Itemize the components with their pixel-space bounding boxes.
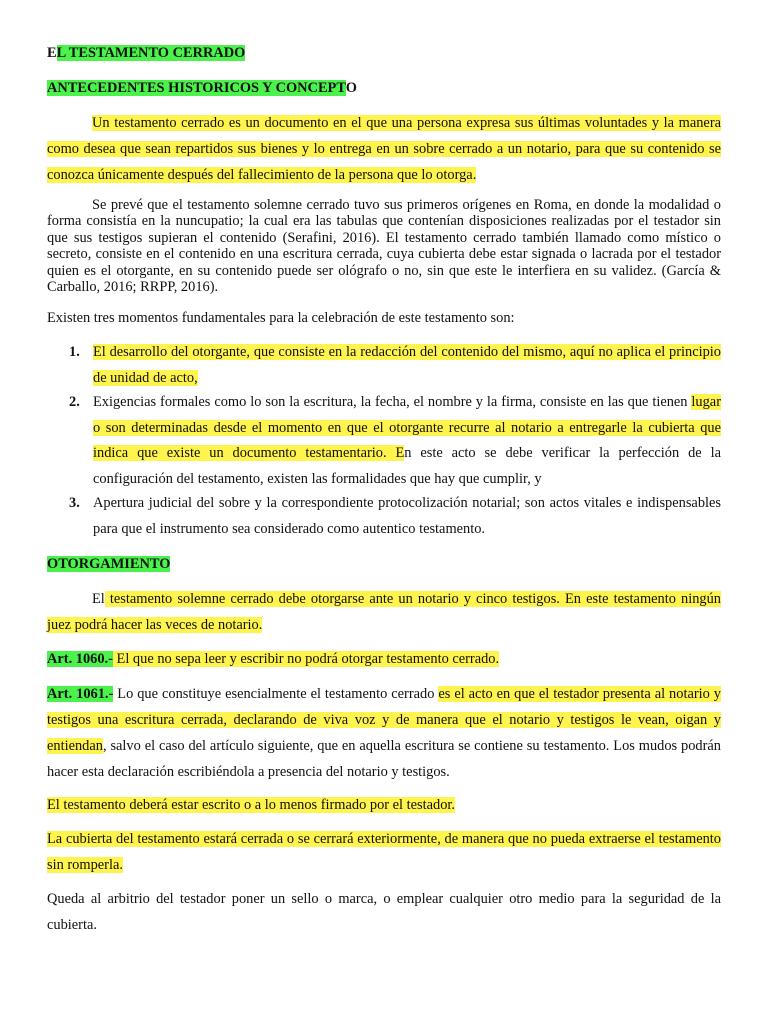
- cubierta-paragraph: La cubierta del testamento estará cerrada o se cerrará exteriormente, de manera que no pueda extraerse el testamento sin romperla.: [47, 831, 721, 873]
- article-1060-label: Art. 1060.-: [47, 651, 113, 667]
- list-item-2: 2. Exigencias formales como lo son la escritura, la fecha, el nombre y la firma, consiste en las que tienen lugar o son determinadas desde el momento en que el otorgante recurre al notario a entregarle la cubierta que indica que existe un documento testamentario. En este acto se debe verificar la perfección de la configuración del testamento, existen las formalidades que hay que cumplir, y: [69, 394, 721, 487]
- article-1060: Art. 1060.- El que no sepa leer y escribir no podrá otorgar testamento cerrado.: [47, 651, 500, 667]
- section-heading-antecedentes: ANTECEDENTES HISTORICOS Y CONCEPTO: [47, 80, 357, 96]
- article-1061-label: Art. 1061.-: [47, 686, 114, 702]
- document-title: EL TESTAMENTO CERRADO: [47, 45, 246, 61]
- list-item-1: 1. El desarrollo del otorgante, que consiste en la redacción del contenido del mismo, aquí no aplica el principio de unidad de acto,: [69, 344, 721, 386]
- article-1061: Art. 1061.- Lo que constituye esencialmente el testamento cerrado es el acto en que el testador presenta al notario y testigos una escritura cerrada, declarando de viva voz y de manera que el notario y testigos le vean, oigan y entiendan, salvo el caso del artículo siguiente, que en aquella escritura se contiene su testamento. Los mudos podrán hacer esta declaración escribiéndola a presencia del notario y testigos.: [47, 686, 721, 780]
- arbitrio-paragraph: Queda al arbitrio del testador poner un sello o marca, o emplear cualquier otro medio para la seguridad de la cubierta.: [47, 891, 721, 933]
- intro-paragraph: Un testamento cerrado es un documento en el que una persona expresa sus últimas voluntades y la manera como desea que sean repartidos sus bienes y lo entrega en un sobre cerrado a un notario, para que su contenido se conozca únicamente después del fallecimiento de la persona que lo otorga.: [47, 115, 721, 183]
- moments-intro: Existen tres momentos fundamentales para la celebración de este testamento son:: [47, 310, 515, 326]
- list-item-3: 3. Apertura judicial del sobre y la correspondiente protocolización notarial; son actos vitales e indispensables para que el instrumento sea considerado como autentico testamento.: [69, 495, 721, 537]
- title-highlight: L TESTAMENTO CERRADO: [56, 45, 246, 61]
- firmado-paragraph: El testamento deberá estar escrito o a lo menos firmado por el testador.: [47, 797, 455, 813]
- otorgamiento-paragraph: El testamento solemne cerrado debe otorgarse ante un notario y cinco testigos. En este testamento ningún juez podrá hacer las veces de notario.: [47, 591, 721, 633]
- section-heading-otorgamiento: OTORGAMIENTO: [47, 556, 171, 572]
- history-paragraph: Se prevé que el testamento solemne cerrado tuvo sus primeros orígenes en Roma, en donde la modalidad o forma consistía en la nuncupatio; la cual era las tabulas que contenían disposiciones realizadas por el testador sin que sus testigos supieran el contenido (Serafini, 2016). El testamento cerrado también llamado como místico o secreto, consiste en el contenido en una escritura cerrada, cuya cubierta debe estar signada o lacrada por el testador quien es el otorgante, en su contenido puede ser ológrafo o no, sin que este le interfiera en su validez. (García & Carballo, 2016; RRPP, 2016).: [47, 197, 721, 296]
